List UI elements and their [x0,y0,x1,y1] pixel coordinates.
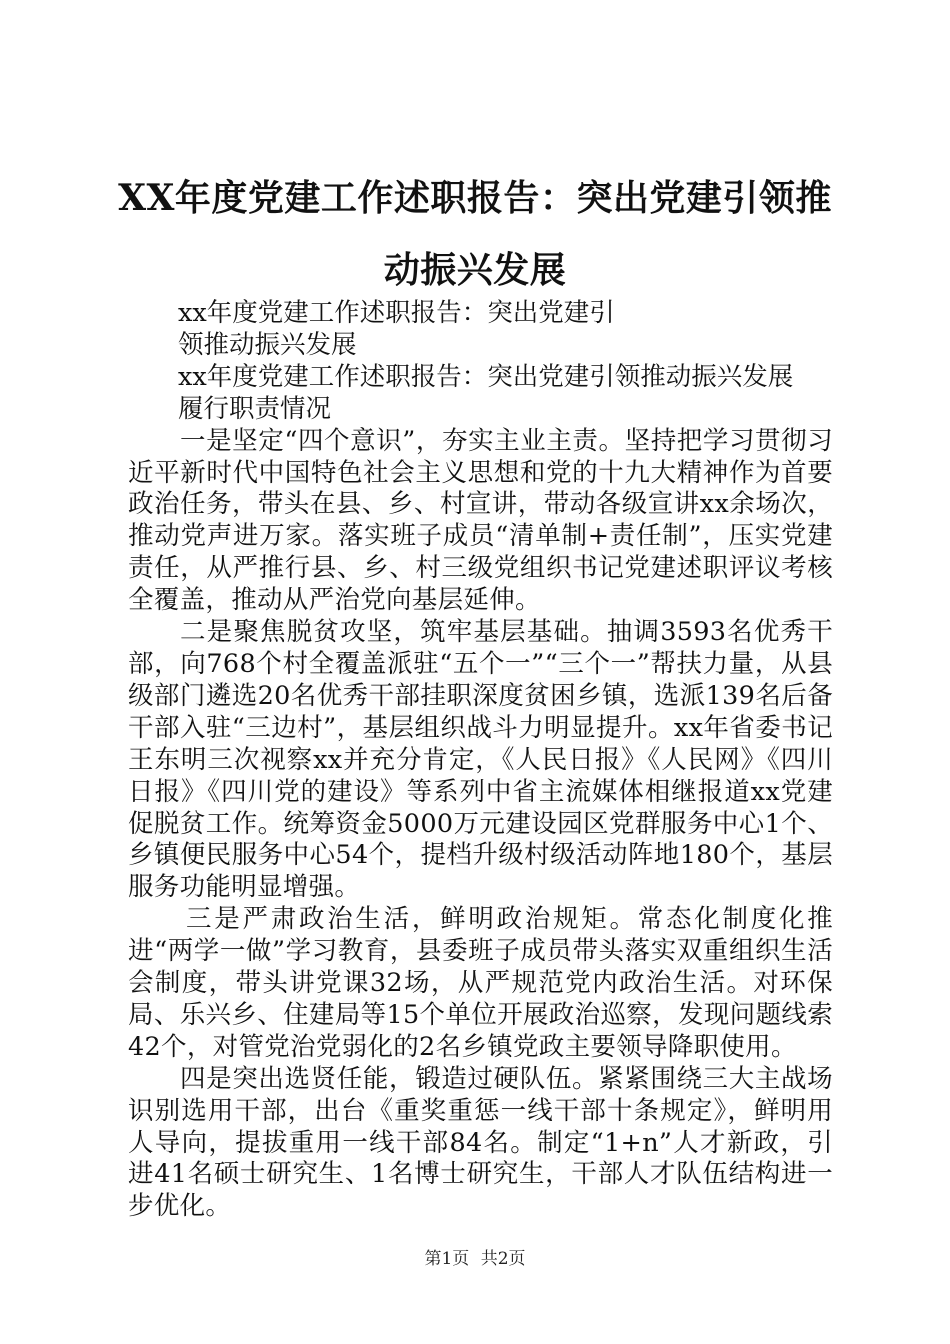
page-total: 共2页 [480,1249,526,1269]
page-number: 第1页 [424,1249,470,1269]
intro-line: xx年度党建工作述职报告：突出党建引领推动振兴发展 [178,361,794,392]
paragraph-political-life: 三是严肃政治生活，鲜明政治规矩。常态化制度化推进“两学一做”学习教育，县委班子成员带头落实双重组织生活会制度，带头讲党课32场，从严规范党内政治生活。对环保局、乐兴乡、住建局等15个单位开展政治巡察，发现问题线索42个，对管党治党弱化的2名乡镇党政主要领导降职使用。 [128,904,833,1062]
intro-line: 领推动振兴发展 [178,329,357,360]
document-body [128,298,833,1223]
paragraph-poverty: 二是聚焦脱贫攻坚，筑牢基层基础。抽调3593名优秀干部，向768个村全覆盖派驻“五个一”“三个一”帮扶力量，从县级部门遴选20名优秀干部挂职深度贫困乡镇，选派139名后备干部入驻“三边村”，基层组织战斗力明显提升。xx年省委书记王东明三次视察xx并充分肯定，《人民日报》《人民网》《四川日报》《四川党的建设》等系列中省主流媒体相继报道xx党建促脱贫工作。统筹资金5000万元建设园区党群服务中心1个、乡镇便民服务中心54个，提档升级村级活动阵地180个，基层服务功能明显增强。 [128,617,833,903]
page-footer [0,1244,950,1269]
section-heading: 履行职责情况 [178,393,332,424]
document-title: XX年度党建工作述职报告：突出党建引领推动振兴发展 [118,177,832,291]
intro-line: xx年度党建工作述职报告：突出党建引 [178,298,615,328]
paragraph-talent: 四是突出选贤任能，锻造过硬队伍。紧紧围绕三大主战场识别选用干部，出台《重奖重惩一线干部十条规定》，鲜明用人导向，提拔重用一线干部84名。制定“1+n”人才新政，引进41名硕士研究生、1名博士研究生，干部人才队伍结构进一步优化。 [128,1063,833,1222]
paragraph-awareness: 一是坚定“四个意识”，夯实主业主责。坚持把学习贯彻习近平新时代中国特色社会主义思想和党的十九大精神作为首要政治任务，带头在县、乡、村宣讲，带动各级宣讲xx余场次，推动党声进万家。落实班子成员“清单制+责任制”，压实党建责任，从严推行县、乡、村三级党组织书记党建述职评议考核全覆盖，推动从严治党向基层延伸。 [128,425,833,616]
